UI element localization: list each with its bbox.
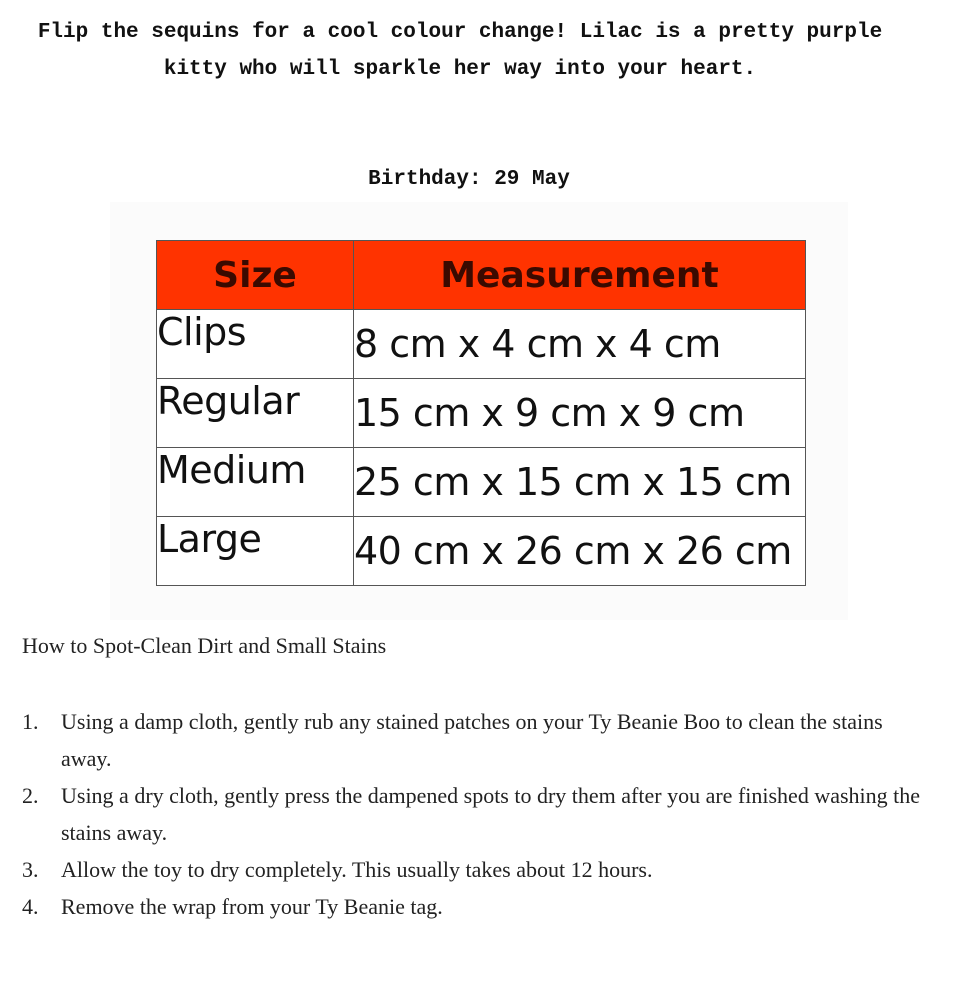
- measurement-cell: 8 cm x 4 cm x 4 cm: [354, 310, 806, 379]
- step-number: 4.: [22, 894, 39, 919]
- measurement-cell: 15 cm x 9 cm x 9 cm: [354, 379, 806, 448]
- step-text: Using a damp cloth, gently rub any stained patches on your Ty Beanie Boo to clean the stains away.: [61, 709, 883, 771]
- list-item: [22, 888, 937, 925]
- step-text: Allow the toy to dry completely. This usually takes about 12 hours.: [61, 857, 653, 882]
- care-steps-list: [22, 703, 937, 925]
- measurement-cell: 40 cm x 26 cm x 26 cm: [354, 517, 806, 586]
- column-header-measurement: Measurement: [354, 241, 806, 310]
- table-row: [157, 448, 806, 517]
- table-row: [157, 517, 806, 586]
- measurement-cell: 25 cm x 15 cm x 15 cm: [354, 448, 806, 517]
- list-item: [22, 777, 937, 851]
- product-description: Flip the sequins for a cool colour change! Lilac is a pretty purple kitty who will sparkle her way into your heart.: [37, 21, 883, 81]
- step-text: Using a dry cloth, gently press the dampened spots to dry them after you are finished washing the stains away.: [61, 783, 921, 845]
- column-header-size: Size: [157, 241, 354, 310]
- table-row: [157, 379, 806, 448]
- size-cell: Regular: [157, 379, 354, 448]
- step-number: 1.: [22, 709, 39, 734]
- table-row: [157, 310, 806, 379]
- size-cell: Clips: [157, 310, 354, 379]
- size-cell: Medium: [157, 448, 354, 517]
- step-number: 2.: [22, 783, 39, 808]
- step-text: Remove the wrap from your Ty Beanie tag.: [61, 894, 443, 919]
- size-table: [156, 240, 806, 586]
- list-item: [22, 851, 937, 888]
- table-header-row: [157, 241, 806, 310]
- size-chart-image: [110, 202, 848, 620]
- product-birthday: Birthday: 29 May: [368, 168, 570, 191]
- size-cell: Large: [157, 517, 354, 586]
- list-item: [22, 703, 937, 777]
- care-instructions-title: How to Spot-Clean Dirt and Small Stains: [22, 633, 387, 658]
- step-number: 3.: [22, 857, 39, 882]
